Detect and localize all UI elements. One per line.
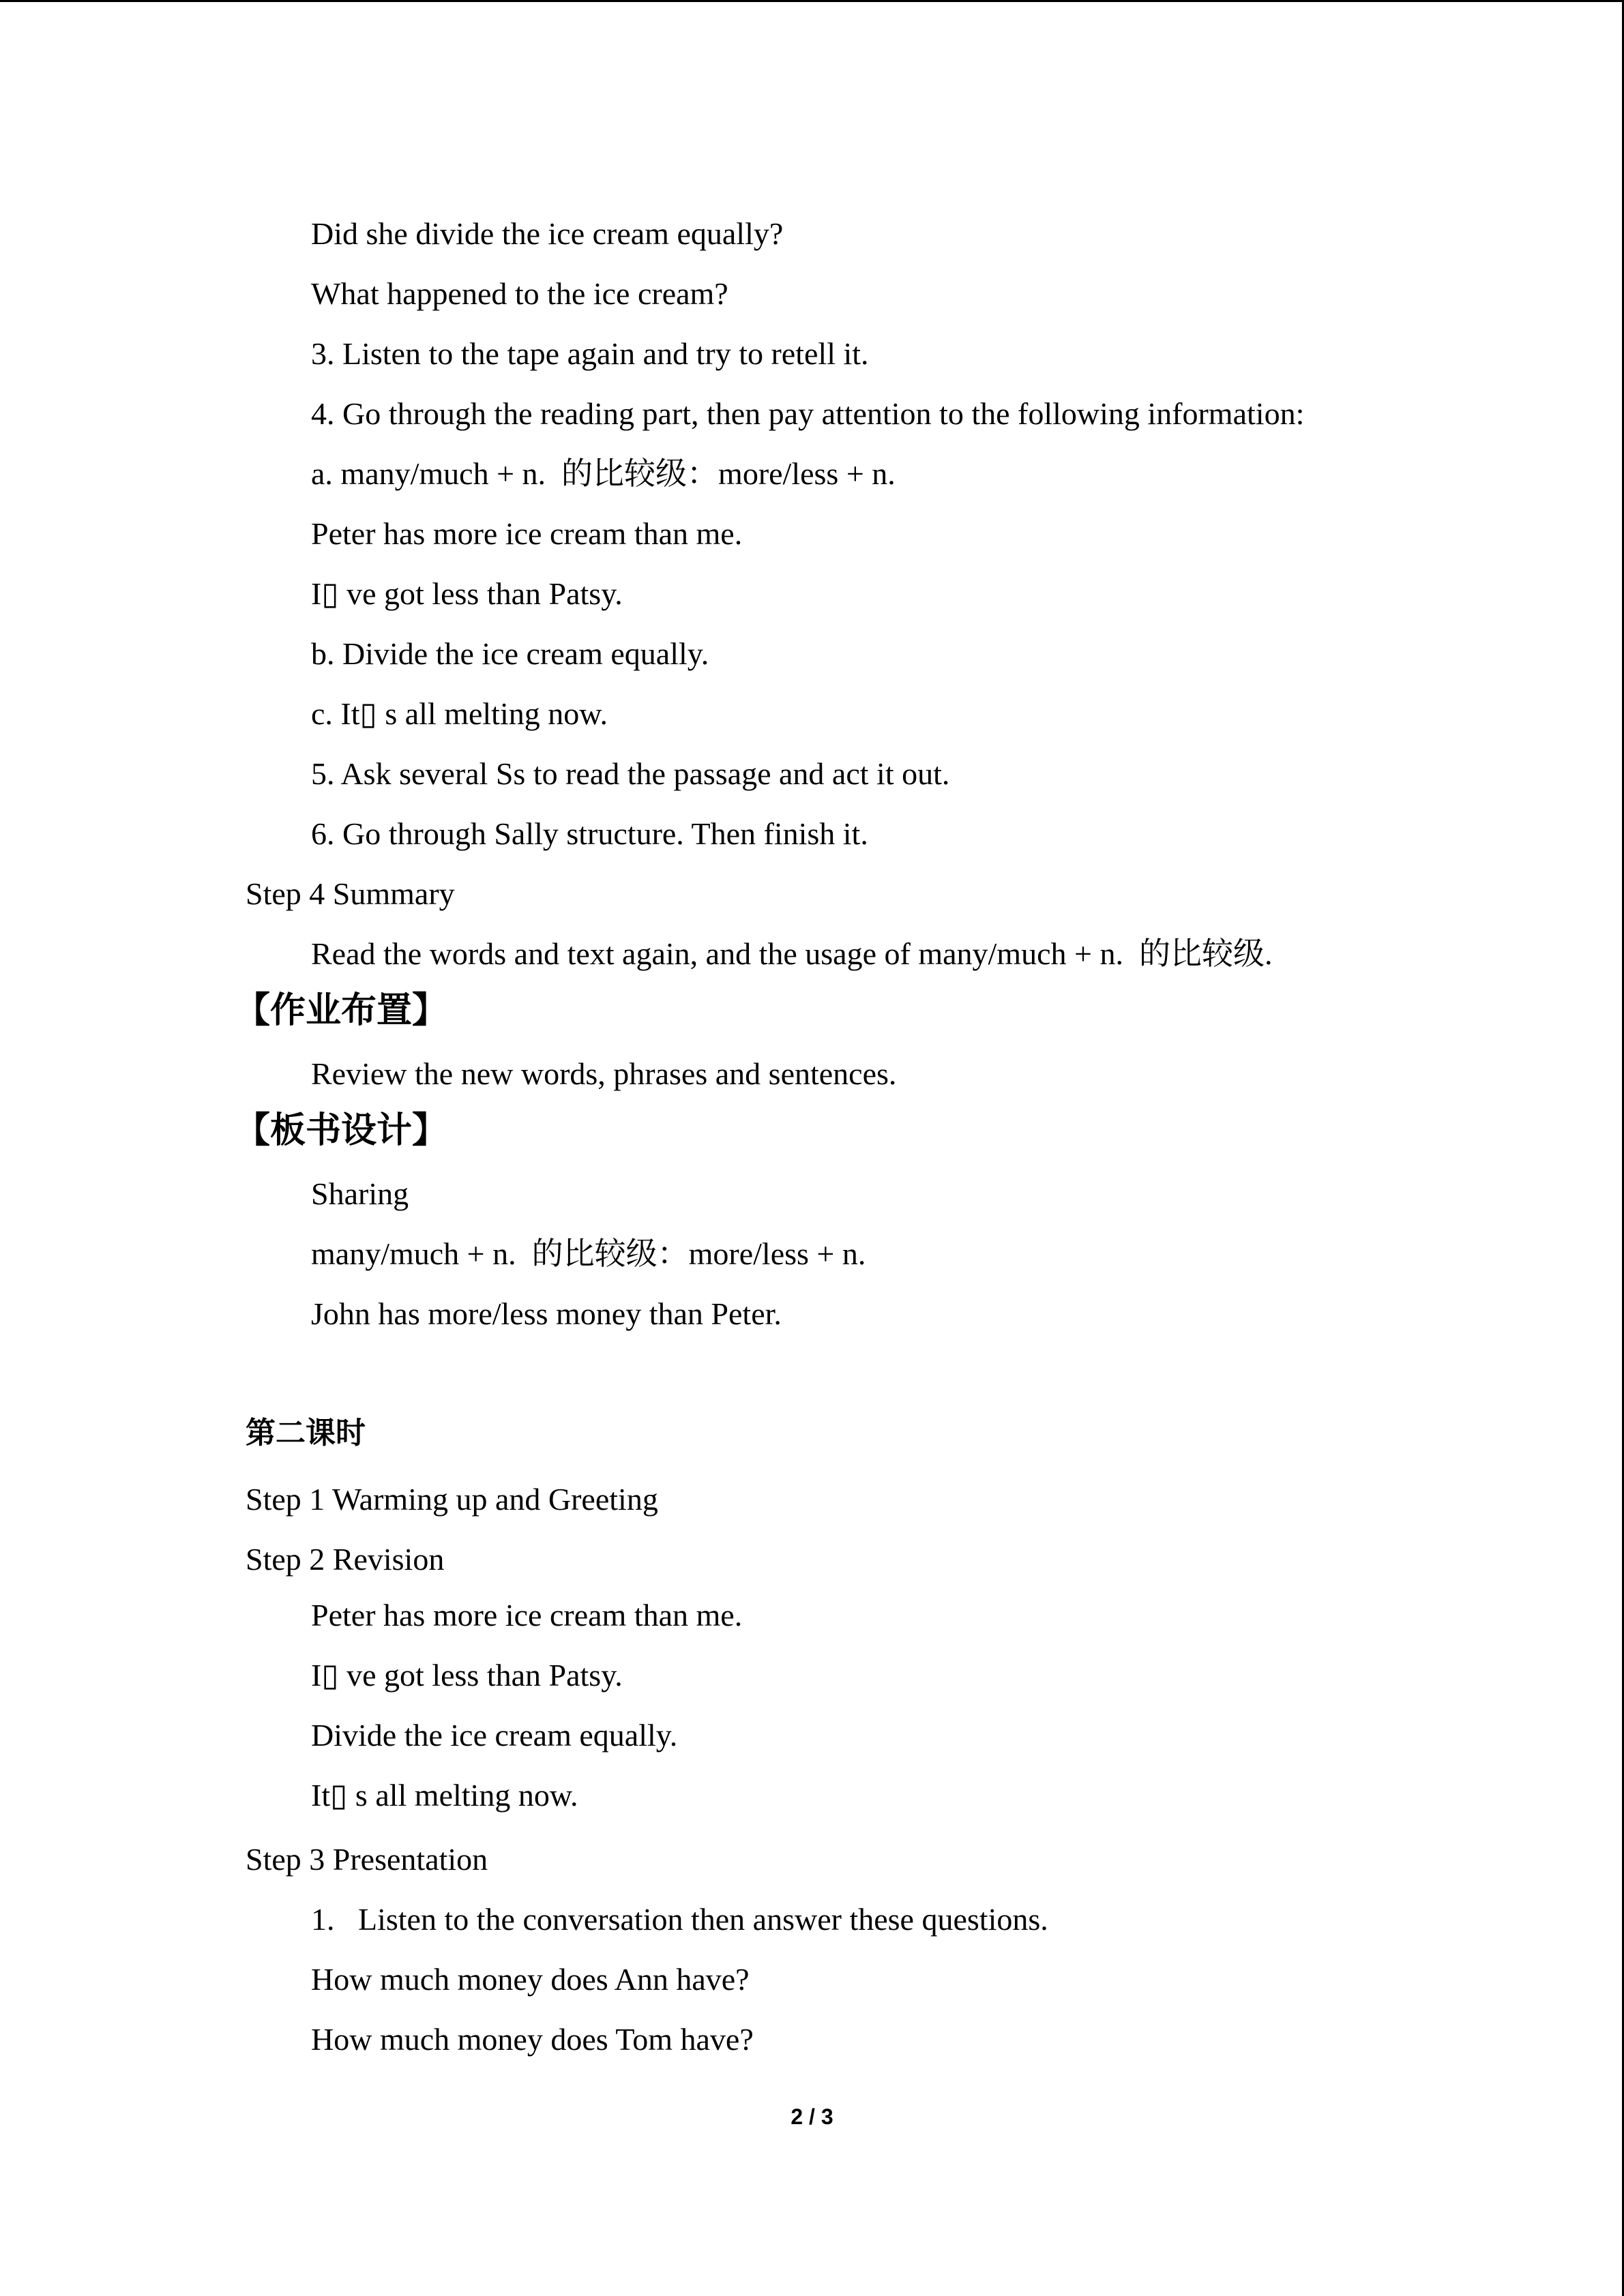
step1-title: Step 1 Warming up and Greeting xyxy=(246,1482,658,1517)
board-line: many/much + n. 的比较级：more/less + n. xyxy=(311,1236,866,1271)
text-line: 3. Listen to the tape again and try to retell it. xyxy=(311,336,869,371)
text-line: 4. Go through the reading part, then pay attention to the following information: xyxy=(311,396,1305,431)
presentation-line: How much money does Ann have? xyxy=(311,1962,750,1997)
text-line: c. It▯ s all melting now. xyxy=(311,696,608,731)
homework-text: Review the new words, phrases and sentences. xyxy=(311,1056,897,1091)
text-line: 5. Ask several Ss to read the passage and act it out. xyxy=(311,756,950,791)
step4-text: Read the words and text again, and the usage of many/much + n. 的比较级. xyxy=(311,936,1273,971)
text-line: a. many/much + n. 的比较级：more/less + n. xyxy=(311,456,896,491)
step4-title: Step 4 Summary xyxy=(246,876,455,911)
step3-title: Step 3 Presentation xyxy=(246,1842,488,1877)
page-number: 2 / 3 xyxy=(791,2104,833,2129)
step2-title: Step 2 Revision xyxy=(246,1542,445,1577)
text-line: Peter has more ice cream than me. xyxy=(311,516,743,551)
revision-line: Peter has more ice cream than me. xyxy=(311,1598,743,1632)
revision-line: It▯ s all melting now. xyxy=(311,1778,578,1813)
text-line: What happened to the ice cream? xyxy=(311,276,728,311)
text-line: Did she divide the ice cream equally? xyxy=(311,216,784,251)
text-line: b. Divide the ice cream equally. xyxy=(311,636,709,671)
revision-line: Divide the ice cream equally. xyxy=(311,1718,678,1753)
presentation-line: 1. Listen to the conversation then answer these questions. xyxy=(311,1902,1048,1937)
lesson2-title: 第二课时 xyxy=(246,1416,366,1450)
board-line: Sharing xyxy=(311,1176,409,1211)
board-line: John has more/less money than Peter. xyxy=(311,1296,782,1331)
revision-line: I▯ ve got less than Patsy. xyxy=(311,1658,623,1693)
top-border xyxy=(0,0,1624,2)
text-line: I▯ ve got less than Patsy. xyxy=(311,576,623,611)
board-heading: 【板书设计】 xyxy=(235,1110,448,1151)
text-line: 6. Go through Sally structure. Then finish it. xyxy=(311,816,868,851)
presentation-line: How much money does Tom have? xyxy=(311,2022,754,2057)
homework-heading: 【作业布置】 xyxy=(235,990,448,1031)
